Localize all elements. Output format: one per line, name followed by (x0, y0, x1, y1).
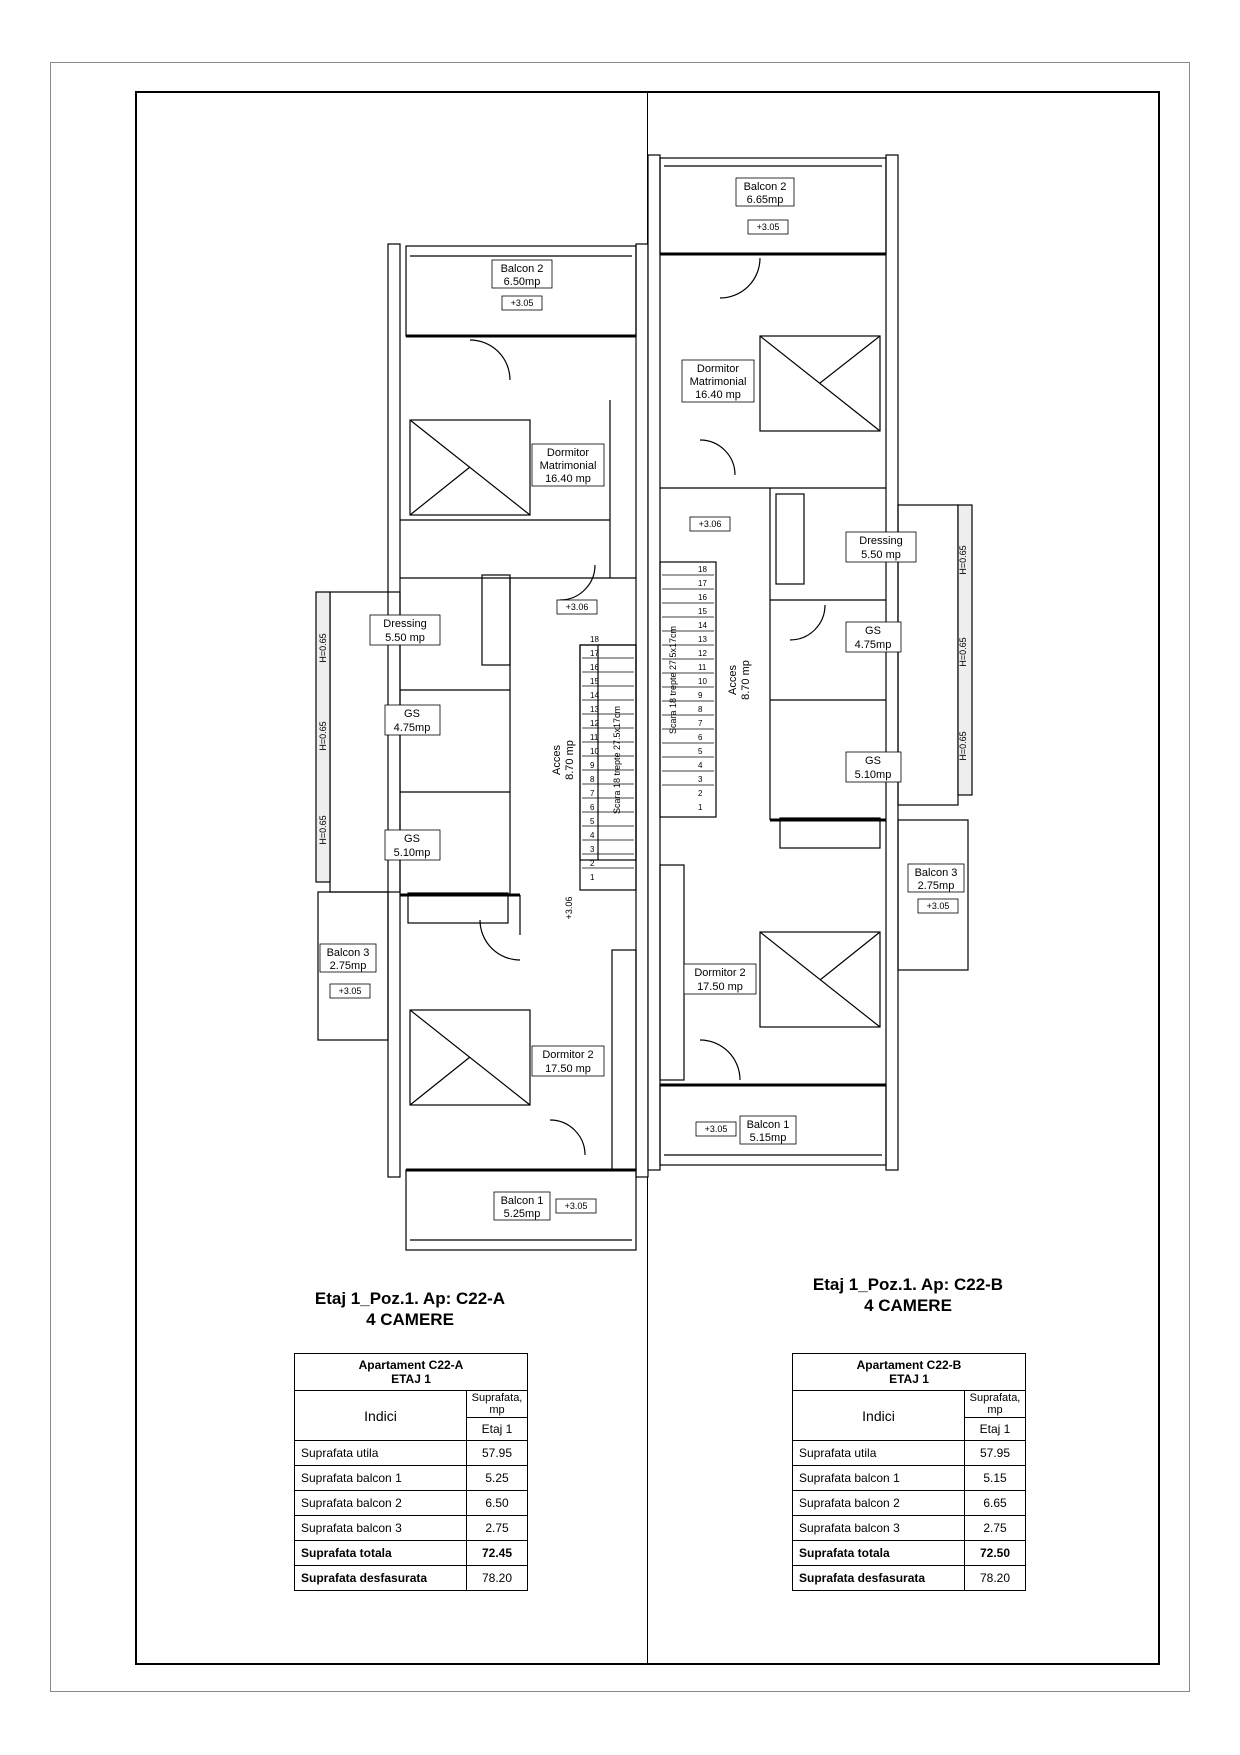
row-label: Suprafata totala (295, 1541, 467, 1566)
area-gs2-b: 5.10mp (854, 769, 892, 781)
label-dressing-b: Dressing (859, 535, 903, 547)
step-number: 11 (698, 663, 707, 672)
step-number: 1 (590, 873, 595, 882)
row-label: Suprafata balcon 1 (295, 1466, 467, 1491)
label-matrimonial-b: Matrimonial (689, 376, 747, 388)
row-label: Suprafata balcon 2 (295, 1491, 467, 1516)
step-number: 9 (698, 691, 703, 700)
label-balcon2-a: Balcon 2 (500, 263, 544, 275)
label-gs2-a: GS (404, 833, 420, 845)
area-gs1-a: 4.75mp (393, 722, 431, 734)
step-number: 4 (590, 831, 595, 840)
label-dormitor-matrimonial-b: Dormitor (696, 363, 740, 375)
step-number: 9 (590, 761, 595, 770)
table-row (793, 1466, 1026, 1491)
step-number: 10 (590, 747, 599, 756)
row-value: 5.25 (467, 1466, 528, 1491)
area-table-b (792, 1353, 1026, 1591)
step-number: 8 (698, 705, 703, 714)
apartment-a-rooms: 4 CAMERE (366, 1310, 454, 1329)
level-balcon2-b: +3.05 (756, 222, 780, 232)
table-row (793, 1441, 1026, 1466)
table-row (793, 1491, 1026, 1516)
table-b-header (793, 1354, 1026, 1391)
row-value: 5.15 (965, 1466, 1026, 1491)
step-number: 17 (698, 579, 707, 588)
apartment-b-heading (708, 1274, 1108, 1316)
step-number: 1 (698, 803, 703, 812)
area-dormitor2-a: 17.50 mp (545, 1063, 591, 1075)
table-row-total (793, 1541, 1026, 1566)
area-acces-a: 8.70 mp (564, 740, 576, 780)
step-number: 7 (698, 719, 703, 728)
step-number: 3 (698, 775, 703, 784)
label-dormitor2-b: Dormitor 2 (694, 967, 746, 979)
level-balcon3-b: +3.05 (926, 901, 950, 911)
label-dressing-a: Dressing (383, 618, 427, 630)
area-dormitor2-b: 17.50 mp (697, 981, 743, 993)
apartment-b-title: Etaj 1_Poz.1. Ap: C22-B (812, 1275, 1004, 1294)
row-value: 57.95 (467, 1441, 528, 1466)
apartment-b-rooms: 4 CAMERE (864, 1296, 952, 1315)
row-label: Suprafata balcon 1 (793, 1466, 965, 1491)
area-dressing-a: 5.50 mp (385, 632, 425, 644)
table-row (295, 1441, 528, 1466)
label-balcon1-b: Balcon 1 (746, 1119, 790, 1131)
row-value: 78.20 (965, 1566, 1026, 1591)
row-value: 72.50 (965, 1541, 1026, 1566)
row-label: Suprafata utila (793, 1441, 965, 1466)
label-gs1-b: GS (865, 625, 881, 637)
level-balcon1-a: +3.05 (564, 1201, 588, 1211)
plan-b-step-numbers (698, 565, 707, 812)
area-balcon2-b: 6.65mp (746, 194, 784, 206)
row-label: Suprafata desfasurata (295, 1566, 467, 1591)
step-number: 2 (590, 859, 595, 868)
table-a-header (295, 1354, 528, 1391)
table-b-indici: Indici (793, 1391, 965, 1441)
table-a-subtitle: ETAJ 1 (391, 1372, 431, 1386)
area-gs1-b: 4.75mp (854, 639, 892, 651)
label-scara-b: Scara 18 trepte 27.5x17cm (668, 625, 678, 735)
area-table-a (294, 1353, 528, 1591)
area-balcon1-b: 5.15mp (749, 1132, 787, 1144)
table-row-desfasurata (295, 1566, 528, 1591)
table-row (295, 1466, 528, 1491)
level-balcon1-b: +3.05 (704, 1124, 728, 1134)
label-balcon3-a: Balcon 3 (326, 947, 370, 959)
row-label: Suprafata balcon 3 (793, 1516, 965, 1541)
label-acces-a: Acces (551, 745, 563, 775)
step-number: 18 (590, 635, 599, 644)
label-gs1-a: GS (404, 708, 420, 720)
apartment-a-heading (210, 1288, 610, 1330)
row-value: 2.75 (965, 1516, 1026, 1541)
area-balcon1-a: 5.25mp (503, 1208, 541, 1220)
plan-b-walls (648, 155, 972, 1170)
label-gs2-b: GS (865, 755, 881, 767)
step-number: 14 (698, 621, 707, 630)
level-acces-a: +3.06 (565, 602, 589, 612)
table-row (295, 1516, 528, 1541)
row-value: 57.95 (965, 1441, 1026, 1466)
step-number: 6 (698, 733, 703, 742)
label-balcon1-a: Balcon 1 (500, 1195, 544, 1207)
step-number: 18 (698, 565, 707, 574)
step-number: 12 (590, 719, 599, 728)
level-balcon2-a: +3.05 (510, 298, 534, 308)
step-number: 12 (698, 649, 707, 658)
step-number: 13 (590, 705, 599, 714)
row-value: 72.45 (467, 1541, 528, 1566)
area-dressing-b: 5.50 mp (861, 549, 901, 561)
row-value: 78.20 (467, 1566, 528, 1591)
plan-b-labels (668, 178, 968, 1144)
area-balcon3-b: 2.75mp (917, 880, 955, 892)
window-mark-b1: H=0.65 (958, 545, 968, 575)
row-label: Suprafata totala (793, 1541, 965, 1566)
step-number: 10 (698, 677, 707, 686)
step-number: 6 (590, 803, 595, 812)
step-number: 13 (698, 635, 707, 644)
step-number: 2 (698, 789, 703, 798)
step-number: 14 (590, 691, 599, 700)
area-dormitor-matrimonial-b: 16.40 mp (695, 389, 741, 401)
level-balcon3-a: +3.05 (338, 986, 362, 996)
row-label: Suprafata balcon 3 (295, 1516, 467, 1541)
area-acces-b: 8.70 mp (740, 660, 752, 700)
table-row (295, 1491, 528, 1516)
label-balcon2-b: Balcon 2 (743, 181, 787, 193)
label-balcon3-b: Balcon 3 (914, 867, 958, 879)
area-balcon3-a: 2.75mp (329, 960, 367, 972)
plan-a-labels (318, 260, 622, 1220)
step-number: 7 (590, 789, 595, 798)
row-value: 2.75 (467, 1516, 528, 1541)
label-dormitor2-a: Dormitor 2 (542, 1049, 594, 1061)
step-number: 3 (590, 845, 595, 854)
step-number: 5 (590, 817, 595, 826)
step-number: 15 (590, 677, 599, 686)
table-a-level: Etaj 1 (467, 1418, 528, 1441)
table-a-title: Apartament C22-A (358, 1358, 464, 1372)
row-label: Suprafata utila (295, 1441, 467, 1466)
step-number: 17 (590, 649, 599, 658)
window-mark-b3: H=0.65 (958, 731, 968, 761)
step-number: 16 (590, 663, 599, 672)
level-acces-b: +3.06 (698, 519, 722, 529)
label-dormitor-matrimonial-a: Dormitor (546, 447, 590, 459)
window-mark-b2: H=0.65 (958, 637, 968, 667)
table-b-title: Apartament C22-B (856, 1358, 962, 1372)
step-number: 16 (698, 593, 707, 602)
area-dormitor-matrimonial-a: 16.40 mp (545, 473, 591, 485)
row-label: Suprafata desfasurata (793, 1566, 965, 1591)
row-value: 6.50 (467, 1491, 528, 1516)
table-row (793, 1516, 1026, 1541)
step-number: 15 (698, 607, 707, 616)
row-value: 6.65 (965, 1491, 1026, 1516)
label-acces-b: Acces (727, 665, 739, 695)
apartment-a-title: Etaj 1_Poz.1. Ap: C22-A (314, 1289, 506, 1308)
step-number: 11 (590, 733, 599, 742)
step-number: 5 (698, 747, 703, 756)
row-label: Suprafata balcon 2 (793, 1491, 965, 1516)
label-matrimonial-a: Matrimonial (539, 460, 597, 472)
window-mark-a1: H=0.65 (318, 633, 328, 663)
table-b-subtitle: ETAJ 1 (889, 1372, 929, 1386)
table-a-unit: Suprafata, mp (467, 1391, 528, 1418)
area-balcon2-a: 6.50mp (503, 276, 541, 288)
table-row-desfasurata (793, 1566, 1026, 1591)
level-landing-a: +3.06 (564, 896, 574, 920)
area-gs2-a: 5.10mp (393, 847, 431, 859)
table-a-indici: Indici (295, 1391, 467, 1441)
step-number: 4 (698, 761, 703, 770)
table-b-level: Etaj 1 (965, 1418, 1026, 1441)
step-number: 8 (590, 775, 595, 784)
table-b-unit: Suprafata, mp (965, 1391, 1026, 1418)
window-mark-a3: H=0.65 (318, 815, 328, 845)
label-scara-a: Scara 18 trepte 27.5x17cm (612, 705, 622, 815)
table-row-total (295, 1541, 528, 1566)
window-mark-a2: H=0.65 (318, 721, 328, 751)
